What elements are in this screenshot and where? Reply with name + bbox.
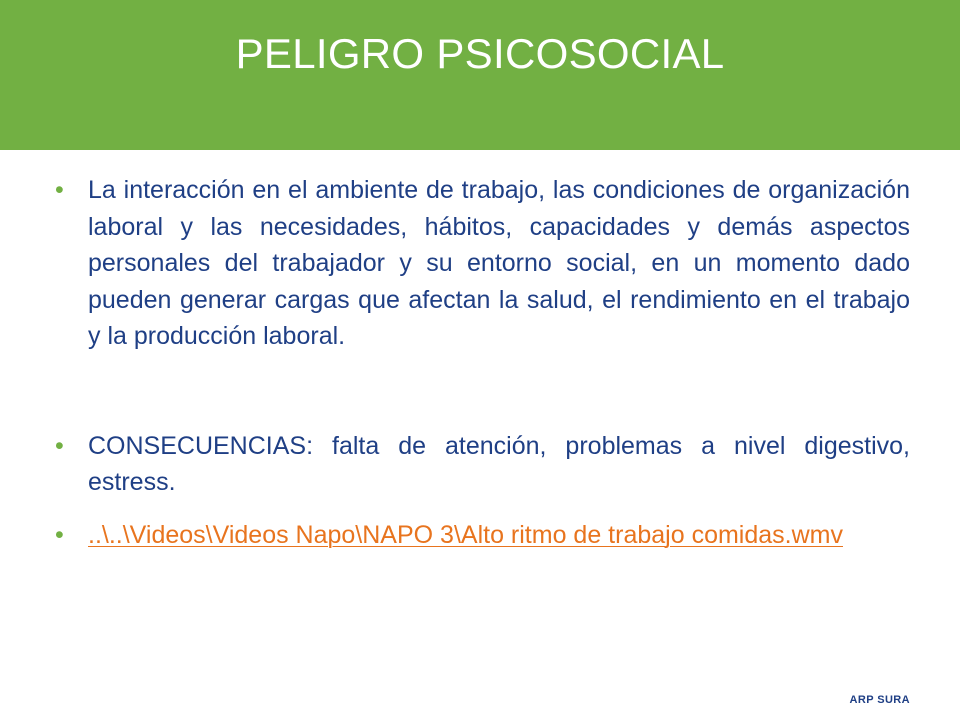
bullet-icon: • [55,431,64,460]
bullet-list [55,172,910,553]
bullet-item-consequences [55,428,910,501]
bullet-item-definition [55,172,910,355]
bullet-icon: • [55,520,64,549]
title-bar [0,0,960,150]
footer-brand: ARP SURA [849,694,910,706]
slide-title: PELIGRO PSICOSOCIAL [235,30,725,77]
video-file-link[interactable]: ..\..\Videos\Videos Napo\NAPO 3\Alto ritmo de trabajo comidas.wmv [88,520,843,549]
bullet-text-definition: La interacción en el ambiente de trabajo, las condiciones de organización laboral y las necesidades, hábitos, capacidades y demás aspectos personales del trabajador y su entorno social, en un momento dado pueden generar cargas que afectan la salud, el rendimiento en el trabajo y la producción laboral. [88,176,910,350]
bullet-item-video-link [55,517,910,554]
bullet-icon: • [55,176,64,204]
bullet-text-consequences: CONSECUENCIAS: falta de atención, problemas a nivel digestivo, estress. [88,431,910,496]
